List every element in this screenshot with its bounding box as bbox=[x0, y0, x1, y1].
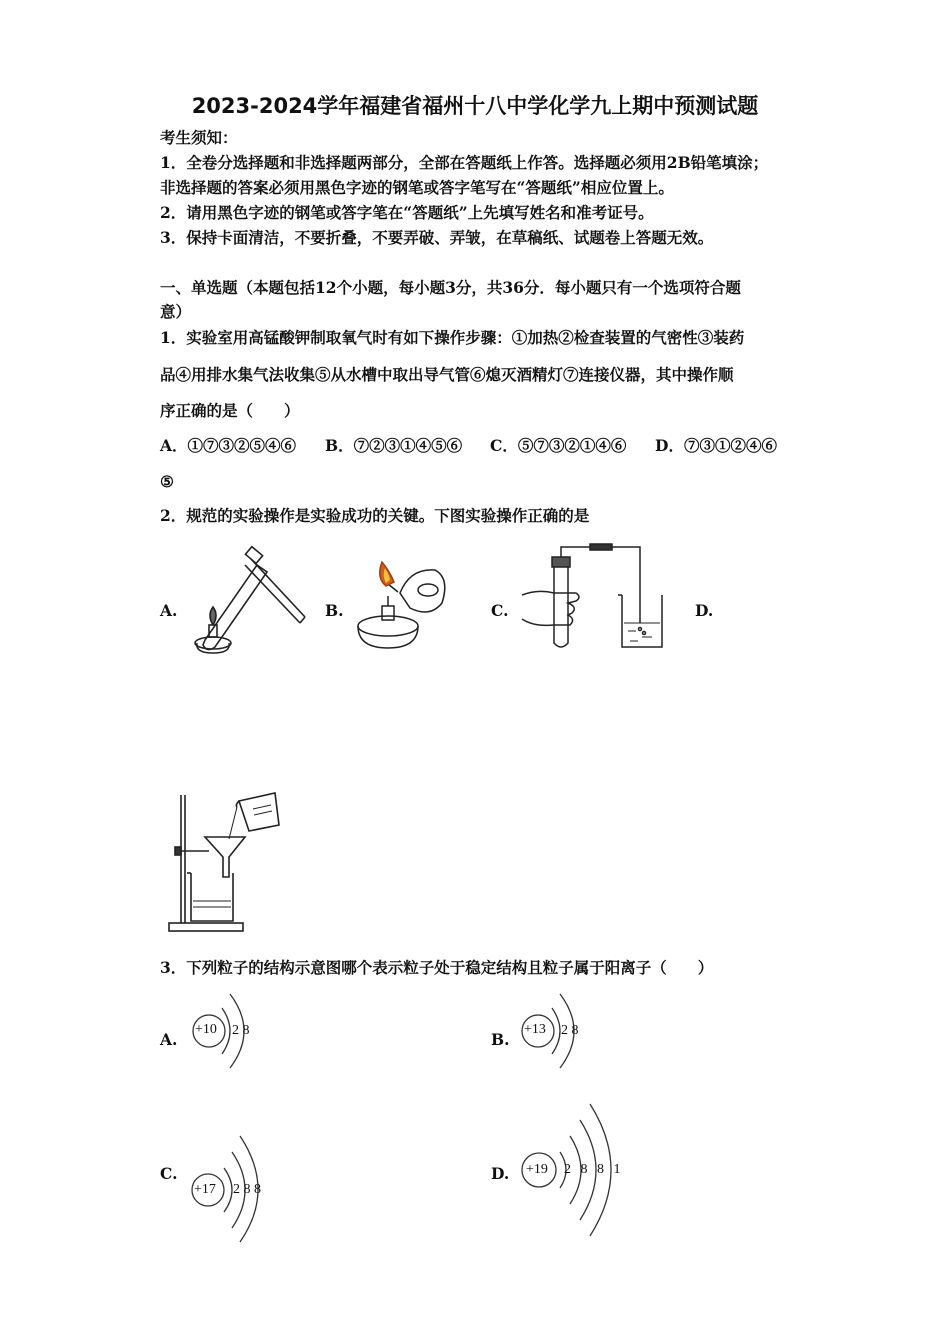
q2-label-b[interactable]: B. bbox=[325, 601, 344, 620]
electron-counts-c: 2 8 8 bbox=[233, 1182, 261, 1197]
notice-line: 2．请用黑色字迹的钢笔或答字笔在“答题纸”上先填写姓名和准考证号。 bbox=[160, 203, 654, 222]
section-heading-cont: 意） bbox=[160, 302, 192, 321]
notice-line: 1．全卷分选择题和非选择题两部分，全部在答题纸上作答。选择题必须用2B铅笔填涂； bbox=[160, 153, 769, 172]
q2-image-c-airtightness-check bbox=[518, 543, 673, 655]
electron-counts-a: 2 8 bbox=[232, 1023, 250, 1038]
q1-option-a[interactable]: A．①⑦③②⑤④⑥ bbox=[160, 436, 297, 455]
q2-label-d[interactable]: D. bbox=[695, 601, 714, 620]
nucleus-charge-d: +19 bbox=[526, 1162, 548, 1177]
q2-label-c[interactable]: C. bbox=[491, 601, 509, 620]
q2-label-a[interactable]: A. bbox=[160, 601, 178, 620]
q1-option-d[interactable]: D．⑦③①②④⑥ bbox=[655, 436, 777, 455]
q1-option-d-wrap: ⑤ bbox=[160, 472, 174, 491]
q1-option-b[interactable]: B．⑦②③①④⑤⑥ bbox=[325, 436, 463, 455]
q1-stem-line3: 序正确的是（ ） bbox=[160, 401, 300, 420]
nucleus-charge-c: +17 bbox=[194, 1182, 216, 1197]
q3-label-b[interactable]: B. bbox=[491, 1030, 510, 1049]
nucleus-charge-b: +13 bbox=[524, 1022, 546, 1037]
nucleus-charge-a: +10 bbox=[195, 1022, 217, 1037]
electron-counts-d: 2 8 8 1 bbox=[564, 1162, 621, 1177]
q1-stem-line2: 品④用排水集气法收集⑤从水槽中取出导气管⑥熄灭酒精灯⑦连接仪器，其中操作顺 bbox=[160, 365, 734, 384]
notice-heading: 考生须知： bbox=[160, 128, 238, 147]
q2-image-d-filtration bbox=[165, 785, 290, 935]
electron-counts-b: 2 8 bbox=[561, 1023, 579, 1038]
q1-option-c[interactable]: C．⑤⑦③②①④⑥ bbox=[490, 436, 627, 455]
page-title: 2023-2024学年福建省福州十八中学化学九上期中预测试题 bbox=[191, 94, 759, 118]
section-heading: 一、单选题（本题包括12个小题，每小题3分，共36分．每小题只有一个选项符合题 bbox=[160, 278, 741, 297]
q3-label-a[interactable]: A. bbox=[160, 1030, 178, 1049]
q2-image-b-lighting-lamp bbox=[350, 548, 455, 658]
q3-label-c[interactable]: C. bbox=[160, 1164, 178, 1183]
q3-stem: 3．下列粒子的结构示意图哪个表示粒子处于稳定结构且粒子属于阳离子（ ） bbox=[160, 958, 714, 977]
q3-label-d[interactable]: D. bbox=[491, 1164, 510, 1183]
q1-stem-line1: 1．实验室用高锰酸钾制取氧气时有如下操作步骤：①加热②检查装置的气密性③装药 bbox=[160, 328, 745, 347]
q2-stem: 2．规范的实验操作是实验成功的关键。下图实验操作正确的是 bbox=[160, 506, 590, 525]
notice-line: 3．保持卡面清洁，不要折叠，不要弄破、弄皱，在草稿纸、试题卷上答题无效。 bbox=[160, 228, 714, 247]
q2-image-a-heating-test-tube bbox=[185, 545, 310, 655]
notice-line: 非选择题的答案必须用黑色字迹的钢笔或答字笔写在“答题纸”相应位置上。 bbox=[160, 178, 674, 197]
